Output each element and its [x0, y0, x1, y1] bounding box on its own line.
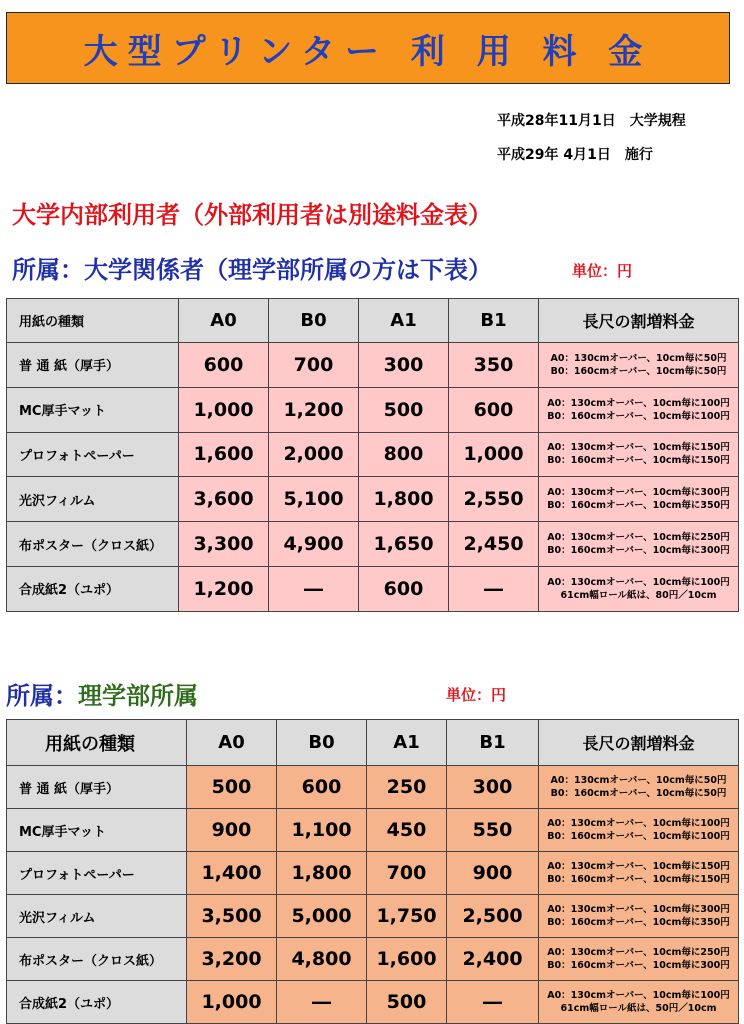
price-a0-cell: 3,200 [187, 938, 277, 981]
surcharge-note-line1: A0：130cmオーバー、10cm毎に100円 [547, 990, 730, 1001]
surcharge-note-cell [539, 387, 739, 432]
price-b1-cell: ― [447, 981, 539, 1024]
title-banner [6, 12, 730, 84]
surcharge-note-cell [539, 895, 739, 938]
header-a1: A1 [359, 299, 449, 343]
section2-heading-name: 理学部所属 [78, 682, 198, 710]
surcharge-note-line2: B0：160cmオーバー、10cm毎に300円 [547, 960, 730, 971]
price-b1-cell: 2,400 [447, 938, 539, 981]
surcharge-note-cell [539, 766, 739, 809]
price-a1-cell: 500 [359, 387, 449, 432]
surcharge-note-line2: 61cm幅ロール紙は、80円／10cm [560, 589, 717, 601]
surcharge-note-cell [539, 522, 739, 567]
price-a1-cell: 1,750 [367, 895, 447, 938]
surcharge-note-cell [539, 343, 739, 388]
surcharge-note-cell [539, 809, 739, 852]
header-b1: B1 [449, 299, 539, 343]
table-row [7, 809, 739, 852]
page-title: 大型プリンター 利 用 料 金 [83, 31, 653, 72]
surcharge-note-line1: A0：130cmオーバー、10cm毎に50円 [550, 352, 727, 364]
price-a1-cell: 800 [359, 432, 449, 477]
table-row [7, 387, 739, 432]
section2-heading [6, 676, 198, 711]
header-long-surcharge: 長尺の割増料金 [539, 720, 739, 766]
section1-unit: 単位：円 [572, 262, 633, 280]
surcharge-note-line2: B0：160cmオーバー、10cm毎に100円 [547, 410, 730, 422]
table-row [7, 981, 739, 1024]
surcharge-note-cell [539, 432, 739, 477]
price-b0-cell: 1,100 [277, 809, 367, 852]
price-a0-cell: 3,300 [179, 522, 269, 567]
price-b1-cell: 2,550 [449, 477, 539, 522]
header-a0: A0 [179, 299, 269, 343]
surcharge-note-cell [539, 566, 739, 611]
surcharge-note-line1: A0：130cmオーバー、10cm毎に300円 [547, 904, 730, 915]
price-b0-cell: 5,000 [277, 895, 367, 938]
price-a0-cell: 1,200 [179, 566, 269, 611]
surcharge-note-cell [539, 981, 739, 1024]
header-b0: B0 [269, 299, 359, 343]
paper-type-cell: プロフォトペーパー [7, 432, 179, 477]
price-a1-cell: 1,650 [359, 522, 449, 567]
paper-type-cell: 合成紙2（ユポ） [7, 981, 187, 1024]
surcharge-note-line2: B0：160cmオーバー、10cm毎に50円 [550, 365, 727, 377]
price-b0-cell: 4,800 [277, 938, 367, 981]
table-row [7, 852, 739, 895]
paper-type-cell: 普 通 紙（厚手） [7, 766, 187, 809]
price-a0-cell: 3,500 [187, 895, 277, 938]
table-row [7, 938, 739, 981]
price-b0-cell: 1,200 [269, 387, 359, 432]
price-b1-cell: 550 [447, 809, 539, 852]
header-a1: A1 [367, 720, 447, 766]
section2-unit: 単位：円 [446, 686, 507, 704]
price-b1-cell: 2,500 [447, 895, 539, 938]
surcharge-note-line2: B0：160cmオーバー、10cm毎に150円 [547, 874, 730, 885]
price-a0-cell: 900 [187, 809, 277, 852]
price-a1-cell: 700 [367, 852, 447, 895]
surcharge-note-line1: A0：130cmオーバー、10cm毎に250円 [547, 532, 730, 544]
surcharge-note-line1: A0：130cmオーバー、10cm毎に100円 [547, 397, 730, 409]
surcharge-note-line2: B0：160cmオーバー、10cm毎に300円 [547, 545, 730, 557]
price-b1-cell: 300 [447, 766, 539, 809]
surcharge-note-line1: A0：130cmオーバー、10cm毎に100円 [547, 818, 730, 829]
price-a1-cell: 250 [367, 766, 447, 809]
price-a1-cell: 600 [359, 566, 449, 611]
surcharge-note-line1: A0：130cmオーバー、10cm毎に250円 [547, 947, 730, 958]
header-paper-type: 用紙の種類 [7, 299, 179, 343]
price-b0-cell: ― [277, 981, 367, 1024]
paper-type-cell: プロフォトペーパー [7, 852, 187, 895]
price-a0-cell: 1,400 [187, 852, 277, 895]
surcharge-note-line2: B0：160cmオーバー、10cm毎に350円 [547, 917, 730, 928]
price-b0-cell: 700 [269, 343, 359, 388]
header-b0: B0 [277, 720, 367, 766]
table-header-row [7, 720, 739, 766]
table-row [7, 343, 739, 388]
price-b1-cell: 2,450 [449, 522, 539, 567]
paper-type-cell: MC厚手マット [7, 387, 179, 432]
surcharge-note-cell [539, 477, 739, 522]
table-header-row [7, 299, 739, 343]
surcharge-note-line2: 61cm幅ロール紙は、50円／10cm [560, 1003, 717, 1014]
price-b0-cell: ― [269, 566, 359, 611]
price-b1-cell: 600 [449, 387, 539, 432]
price-a1-cell: 500 [367, 981, 447, 1024]
paper-type-cell: 布ポスター（クロス紙） [7, 522, 179, 567]
table-row [7, 566, 739, 611]
price-a0-cell: 3,600 [179, 477, 269, 522]
section2-heading-prefix: 所属： [6, 682, 78, 710]
table-row [7, 895, 739, 938]
surcharge-note-line1: A0：130cmオーバー、10cm毎に100円 [547, 576, 730, 588]
price-b0-cell: 2,000 [269, 432, 359, 477]
surcharge-note-cell [539, 852, 739, 895]
price-a1-cell: 300 [359, 343, 449, 388]
surcharge-note-line1: A0：130cmオーバー、10cm毎に150円 [547, 861, 730, 872]
surcharge-note-line1: A0：130cmオーバー、10cm毎に50円 [550, 775, 727, 786]
surcharge-note-line1: A0：130cmオーバー、10cm毎に300円 [547, 487, 730, 499]
header-paper-type: 用紙の種類 [7, 720, 187, 766]
table-row [7, 766, 739, 809]
price-a0-cell: 1,000 [187, 981, 277, 1024]
price-a0-cell: 600 [179, 343, 269, 388]
price-a1-cell: 450 [367, 809, 447, 852]
price-b1-cell: 900 [447, 852, 539, 895]
surcharge-note-line1: A0：130cmオーバー、10cm毎に150円 [547, 442, 730, 454]
price-table-general [6, 298, 739, 612]
section1-heading: 大学内部利用者（外部利用者は別途料金表） [12, 201, 492, 229]
table-row [7, 477, 739, 522]
paper-type-cell: 合成紙2（ユポ） [7, 566, 179, 611]
effective-date: 平成29年 4月1日 施行 [497, 147, 653, 163]
price-a1-cell: 1,600 [367, 938, 447, 981]
surcharge-note-line2: B0：160cmオーバー、10cm毎に50円 [550, 788, 727, 799]
paper-type-cell: 光沢フィルム [7, 477, 179, 522]
surcharge-note-line2: B0：160cmオーバー、10cm毎に150円 [547, 455, 730, 467]
price-a1-cell: 1,800 [359, 477, 449, 522]
price-a0-cell: 1,000 [179, 387, 269, 432]
header-long-surcharge: 長尺の割増料金 [539, 299, 739, 343]
price-b1-cell: 350 [449, 343, 539, 388]
price-b0-cell: 5,100 [269, 477, 359, 522]
surcharge-note-line2: B0：160cmオーバー、10cm毎に100円 [547, 831, 730, 842]
section1-affiliation: 所属：大学関係者（理学部所属の方は下表） [12, 256, 492, 284]
paper-type-cell: 普 通 紙（厚手） [7, 343, 179, 388]
surcharge-note-line2: B0：160cmオーバー、10cm毎に350円 [547, 500, 730, 512]
paper-type-cell: 布ポスター（クロス紙） [7, 938, 187, 981]
paper-type-cell: 光沢フィルム [7, 895, 187, 938]
price-a0-cell: 1,600 [179, 432, 269, 477]
regulation-date: 平成28年11月1日 大学規程 [497, 113, 686, 129]
table-row [7, 432, 739, 477]
price-b0-cell: 600 [277, 766, 367, 809]
surcharge-note-cell [539, 938, 739, 981]
price-b1-cell: 1,000 [449, 432, 539, 477]
table-row [7, 522, 739, 567]
price-a0-cell: 500 [187, 766, 277, 809]
header-a0: A0 [187, 720, 277, 766]
price-table-science [6, 719, 739, 1024]
price-b0-cell: 1,800 [277, 852, 367, 895]
price-b1-cell: ― [449, 566, 539, 611]
paper-type-cell: MC厚手マット [7, 809, 187, 852]
header-b1: B1 [447, 720, 539, 766]
price-b0-cell: 4,900 [269, 522, 359, 567]
